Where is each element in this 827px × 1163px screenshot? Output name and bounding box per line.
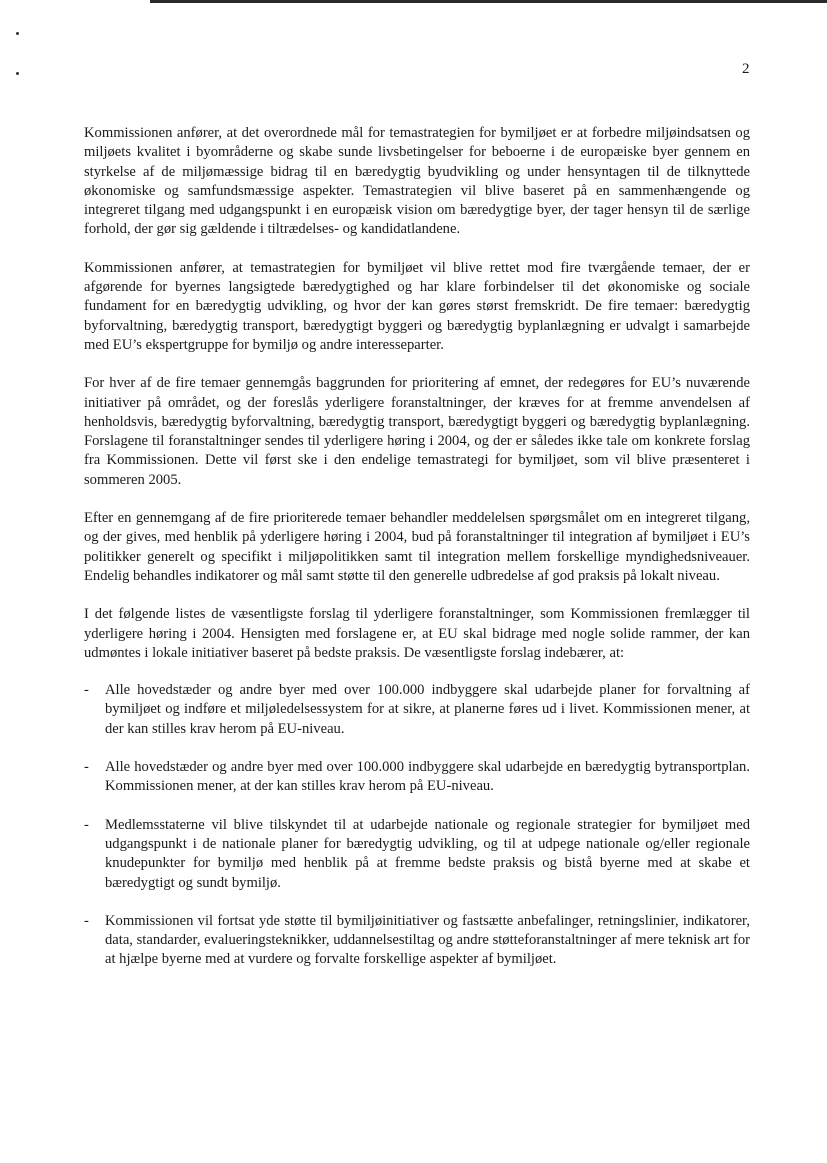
paragraph: Kommissionen anfører, at temastrategien for bymiljøet vil blive rettet mod fire tværgående temaer, der er afgørende for byernes langsigtede bæredygtighed og har klare forbindelser til det økonomiske og sociale fundament for en bæredygtig udvikling, og hvor der kan gøres størst fremskridt. De fire temaer: bæredygtig byforvaltning, bæredygtig transport, bæredygtigt byggeri og bæredygtig byplanlægning er udvalgt i samarbejde med EU’s ekspertgruppe for bymiljø og andre interesseparter.	[84, 259, 750, 353]
proposal-list	[84, 681, 750, 970]
top-border-rule	[150, 0, 827, 3]
list-item	[84, 681, 750, 739]
list-item-text: Alle hovedstæder og andre byer med over 100.000 indbyggere skal udarbejde planer for forvaltning af bymiljøet og indføre et miljøledelsessystem for at sikre, at planerne føres ud i livet. Kommissionen mener, at der kan stilles krav herom på EU-niveau.	[105, 682, 750, 737]
list-item-text: Medlemsstaterne vil blive tilskyndet til at udarbejde nationale og regionale strategier for bymiljøet med udgangspunkt i de nationale planer for bæredygtig udvikling, og til at udpege nationale og/eller regionale knudepunkter for bymiljø med henblik på at fremme bedste praksis og bistå byerne med at skabe et bæredygtigt og sundt bymiljø.	[105, 816, 750, 891]
paragraph: Efter en gennemgang af de fire prioriterede temaer behandler meddelelsen spørgsmålet om en integreret tilgang, og der gives, med henblik på yderligere høring i 2004, bud på foranstaltninger til integration af bymiljøet i EU’s politikker generelt og specifikt i miljøpolitikken samt til integration mellem forskellige myndighedsniveauer. Endelig behandles indikatorer og mål samt støtte til den generelle udbredelse af god praksis på lokalt niveau.	[84, 510, 750, 584]
paragraph: Kommissionen anfører, at det overordnede mål for temastrategien for bymiljøet er at forbedre miljøindsatsen og miljøets kvalitet i byområderne og skabe sunde livsbetingelser for beboerne i de europæiske byer gennem en styrkelse af de miljømæssige bidrag til en bæredygtig byudvikling og under hensyntagen til de tilknyttede økonomiske og samfundsmæssige aspekter. Temastrategien vil blive baseret på en sammenhængende og integreret tilgang med udgangspunkt i en europæisk vision om bæredygtige byer, der tager hensyn til de særlige forhold, der gør sig gældende i tiltrædelses- og kandidatlandene.	[84, 125, 750, 238]
list-bullet-marker: -	[84, 759, 89, 776]
list-item	[84, 816, 750, 893]
list-bullet-marker: -	[84, 682, 89, 699]
scan-mark-dot	[16, 72, 19, 75]
list-item	[84, 912, 750, 970]
scan-mark-dot	[16, 32, 19, 35]
page-number: 2	[742, 61, 750, 77]
list-bullet-marker: -	[84, 816, 89, 833]
paragraph: I det følgende listes de væsentligste forslag til yderligere foranstaltninger, som Kommissionen fremlægger til yderligere høring i 2004. Hensigten med forslagene er, at EU skal bidrage med nogle solide rammer, der kan udmøntes i lokale initiativer baseret på bedste praksis. De væsentligste forslag indebærer, at:	[84, 606, 750, 661]
document-body	[84, 124, 750, 989]
list-item-text: Kommissionen vil fortsat yde støtte til bymiljøinitiativer og fastsætte anbefalinger, retningslinier, indikatorer, data, standarder, evalueringsteknikker, uddannelsestiltag og andre støtteforanstaltninger af mere teknisk art for at hjælpe byerne med at vurdere og forvalte forskellige aspekter af bymiljøet.	[105, 912, 750, 968]
list-item-text: Alle hovedstæder og andre byer med over 100.000 indbyggere skal udarbejde en bæredygtig bytransportplan. Kommissionen mener, at der kan stilles krav herom på EU-niveau.	[105, 759, 750, 795]
list-bullet-marker: -	[84, 912, 89, 929]
list-item	[84, 758, 750, 797]
paragraph: For hver af de fire temaer gennemgås baggrunden for prioritering af emnet, der redegøres for EU’s nuværende initiativer på området, og der foreslås yderligere foranstaltninger, der kræves for at fremme anvendelsen af henholdsvis, bæredygtig byforvaltning, bæredygtig transport, bæredygtigt byggeri og bæredygtig byplanlægning. Forslagene til foranstaltninger sendes til yderligere høring i 2004, og der er således ikke tale om konkrete forslag fra Kommissionen. Dette vil først ske i den endelige temastrategi for bymiljøet, som vil blive præsenteret i sommeren 2005.	[84, 375, 750, 488]
